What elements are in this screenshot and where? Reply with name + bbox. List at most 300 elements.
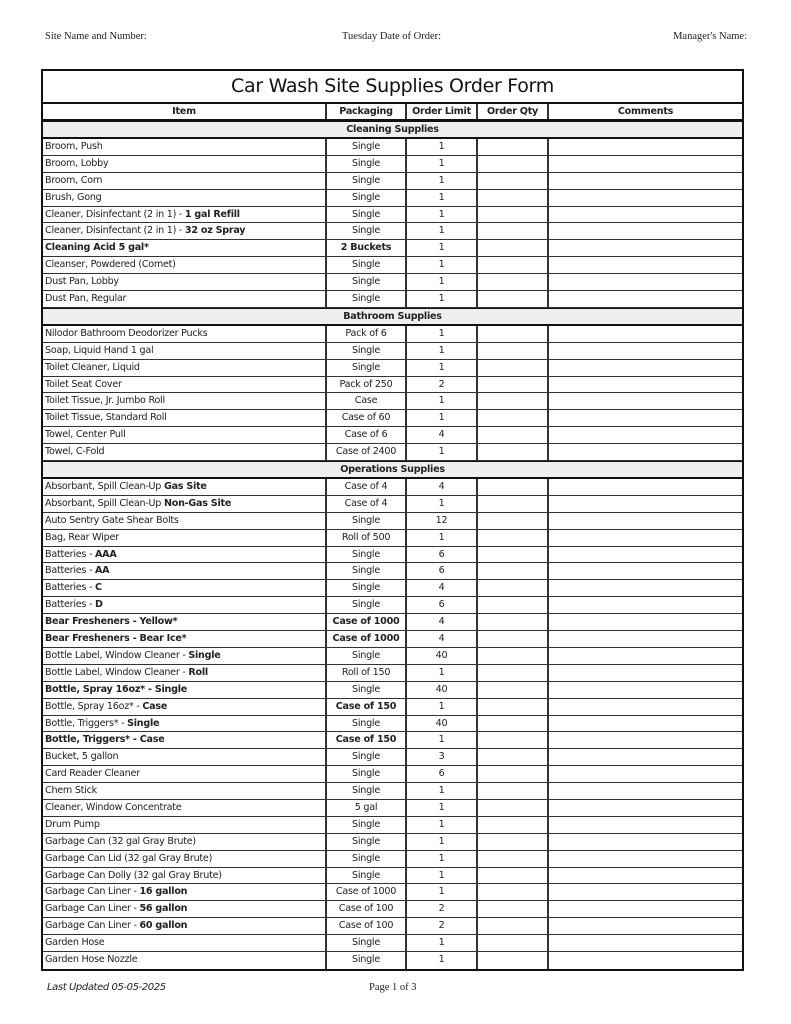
table-row: [43, 716, 742, 733]
comments-field[interactable]: [549, 360, 742, 376]
table-row: [43, 360, 742, 377]
item-cell: [43, 377, 327, 393]
item-cell: [43, 139, 327, 155]
order-limit-cell: 1: [407, 410, 478, 426]
item-name: Auto Sentry Gate Shear Bolts: [45, 514, 179, 526]
order-qty-field[interactable]: [478, 547, 549, 563]
item-cell: [43, 935, 327, 951]
packaging-cell: Single: [327, 291, 407, 307]
table-row: [43, 901, 742, 918]
packaging-cell: Single: [327, 682, 407, 698]
order-limit-cell: 1: [407, 783, 478, 799]
item-name-emphasis: 1 gal Refill: [184, 208, 240, 220]
packaging-cell: Case of 100: [327, 918, 407, 934]
order-limit-cell: 2: [407, 377, 478, 393]
comments-field[interactable]: [549, 952, 742, 969]
table-row: [43, 496, 742, 513]
order-qty-field[interactable]: [478, 918, 549, 934]
item-name: Bottle Label, Window Cleaner -: [45, 649, 189, 661]
comments-field[interactable]: [549, 563, 742, 579]
order-limit-cell: 1: [407, 530, 478, 546]
packaging-cell: Single: [327, 563, 407, 579]
item-name-emphasis: 32 oz Spray: [184, 225, 246, 237]
item-cell: [43, 597, 327, 613]
item-name: Absorbant, Spill Clean-Up: [45, 497, 164, 509]
packaging-cell: Case of 4: [327, 479, 407, 495]
order-limit-cell: 1: [407, 156, 478, 172]
comments-field[interactable]: [549, 139, 742, 155]
packaging-cell: Case of 1000: [327, 884, 407, 900]
order-qty-field[interactable]: [478, 223, 549, 239]
order-qty-field[interactable]: [478, 496, 549, 512]
comments-field[interactable]: [549, 444, 742, 460]
packaging-cell: Single: [327, 173, 407, 189]
comments-field[interactable]: [549, 732, 742, 748]
comments-field[interactable]: [549, 547, 742, 563]
order-qty-field[interactable]: [478, 291, 549, 307]
table-row: [43, 444, 742, 461]
order-limit-cell: 1: [407, 190, 478, 206]
item-cell: [43, 783, 327, 799]
packaging-cell: Single: [327, 580, 407, 596]
item-name: Chem Stick: [45, 785, 97, 797]
packaging-cell: Roll of 500: [327, 530, 407, 546]
section-header: Cleaning Supplies: [43, 121, 742, 139]
table-row: [43, 597, 742, 614]
item-name: Broom, Push: [45, 141, 103, 152]
order-limit-cell: 6: [407, 597, 478, 613]
packaging-cell: Single: [327, 648, 407, 664]
table-row: [43, 326, 742, 343]
order-limit-cell: 1: [407, 868, 478, 884]
order-limit-cell: 6: [407, 766, 478, 782]
order-limit-cell: 6: [407, 563, 478, 579]
comments-field[interactable]: [549, 851, 742, 867]
item-cell: [43, 513, 327, 529]
item-name: Cleaning Acid 5 gal*: [45, 242, 149, 254]
order-qty-field[interactable]: [478, 343, 549, 359]
comments-field[interactable]: [549, 513, 742, 529]
item-cell: [43, 749, 327, 765]
order-limit-cell: 1: [407, 935, 478, 951]
order-qty-field[interactable]: [478, 427, 549, 443]
comments-field[interactable]: [549, 800, 742, 816]
column-header-item: Item: [43, 104, 327, 119]
item-name: Bottle, Triggers* -: [45, 717, 128, 729]
item-cell: [43, 156, 327, 172]
item-name: Bear Fresheners - Bear Ice*: [45, 633, 187, 645]
item-cell: [43, 393, 327, 409]
packaging-cell: Case of 1000: [327, 614, 407, 630]
order-limit-cell: 1: [407, 393, 478, 409]
order-limit-cell: 1: [407, 343, 478, 359]
packaging-cell: Pack of 250: [327, 377, 407, 393]
table-row: [43, 918, 742, 935]
order-qty-field[interactable]: [478, 190, 549, 206]
item-cell: [43, 631, 327, 647]
order-qty-field[interactable]: [478, 530, 549, 546]
order-limit-cell: 1: [407, 444, 478, 460]
order-qty-field[interactable]: [478, 580, 549, 596]
order-qty-field[interactable]: [478, 783, 549, 799]
item-cell: [43, 410, 327, 426]
item-name: Toilet Tissue, Jr. Jumbo Roll: [45, 395, 165, 407]
order-qty-field[interactable]: [478, 156, 549, 172]
comments-field[interactable]: [549, 393, 742, 409]
comments-field[interactable]: [549, 935, 742, 951]
comments-field[interactable]: [549, 884, 742, 900]
item-name-emphasis: 60 gallon: [139, 920, 188, 932]
item-cell: [43, 682, 327, 698]
order-limit-cell: 1: [407, 274, 478, 290]
order-limit-cell: 6: [407, 547, 478, 563]
packaging-cell: Single: [327, 783, 407, 799]
comments-field[interactable]: [549, 665, 742, 681]
table-row: [43, 291, 742, 308]
section-header: Bathroom Supplies: [43, 308, 742, 326]
item-cell: [43, 868, 327, 884]
item-name: Nilodor Bathroom Deodorizer Pucks: [45, 327, 208, 339]
order-form-table: [41, 69, 744, 971]
item-cell: [43, 360, 327, 376]
order-qty-field[interactable]: [478, 800, 549, 816]
packaging-cell: Single: [327, 274, 407, 290]
order-qty-field[interactable]: [478, 360, 549, 376]
comments-field[interactable]: [549, 257, 742, 273]
item-cell: [43, 496, 327, 512]
comments-field[interactable]: [549, 682, 742, 698]
table-row: [43, 207, 742, 224]
item-cell: [43, 257, 327, 273]
packaging-cell: Single: [327, 935, 407, 951]
table-row: [43, 614, 742, 631]
table-row: [43, 530, 742, 547]
order-limit-cell: 1: [407, 851, 478, 867]
order-qty-field[interactable]: [478, 479, 549, 495]
item-name: Toilet Seat Cover: [45, 378, 122, 390]
packaging-cell: Case of 2400: [327, 444, 407, 460]
table-row: [43, 393, 742, 410]
table-row: [43, 834, 742, 851]
table-row: [43, 699, 742, 716]
item-name: Garden Hose Nozzle: [45, 953, 138, 965]
item-name: Garbage Can Liner -: [45, 886, 140, 898]
order-qty-field[interactable]: [478, 699, 549, 715]
table-row: [43, 410, 742, 427]
order-qty-field[interactable]: [478, 716, 549, 732]
comments-field[interactable]: [549, 377, 742, 393]
item-name: Batteries -: [45, 565, 95, 577]
order-qty-field[interactable]: [478, 240, 549, 256]
packaging-cell: Case of 6: [327, 427, 407, 443]
comments-field[interactable]: [549, 156, 742, 172]
packaging-cell: Roll of 150: [327, 665, 407, 681]
last-updated-note: Last Updated 05-05-2025: [47, 982, 166, 993]
table-row: [43, 732, 742, 749]
packaging-cell: Single: [327, 547, 407, 563]
comments-field[interactable]: [549, 580, 742, 596]
order-qty-field[interactable]: [478, 410, 549, 426]
order-qty-field[interactable]: [478, 513, 549, 529]
order-limit-cell: 1: [407, 139, 478, 155]
order-qty-field[interactable]: [478, 139, 549, 155]
item-cell: [43, 766, 327, 782]
comments-field[interactable]: [549, 173, 742, 189]
comments-field[interactable]: [549, 597, 742, 613]
order-limit-cell: 1: [407, 665, 478, 681]
packaging-cell: Single: [327, 257, 407, 273]
item-name-emphasis: D: [94, 599, 103, 611]
item-name: Towel, C-Fold: [45, 446, 105, 458]
table-row: [43, 563, 742, 580]
comments-field[interactable]: [549, 427, 742, 443]
comments-field[interactable]: [549, 410, 742, 426]
table-row: [43, 817, 742, 834]
table-row: [43, 547, 742, 564]
table-row: [43, 343, 742, 360]
manager-name-label: Manager's Name:: [673, 31, 747, 42]
item-name: Brush, Gong: [45, 191, 102, 203]
table-row: [43, 156, 742, 173]
item-cell: [43, 648, 327, 664]
order-qty-field[interactable]: [478, 901, 549, 917]
table-row: [43, 800, 742, 817]
table-row: [43, 223, 742, 240]
comments-field[interactable]: [549, 530, 742, 546]
packaging-cell: Single: [327, 190, 407, 206]
table-row: [43, 377, 742, 394]
comments-field[interactable]: [549, 207, 742, 223]
order-qty-field[interactable]: [478, 614, 549, 630]
comments-field[interactable]: [549, 190, 742, 206]
packaging-cell: Case of 4: [327, 496, 407, 512]
order-qty-field[interactable]: [478, 935, 549, 951]
item-cell: [43, 884, 327, 900]
comments-field[interactable]: [549, 783, 742, 799]
order-qty-field[interactable]: [478, 274, 549, 290]
item-cell: [43, 851, 327, 867]
item-cell: [43, 901, 327, 917]
item-name-emphasis: 56 gallon: [139, 903, 188, 915]
item-name: Garbage Can (32 gal Gray Brute): [45, 835, 196, 847]
packaging-cell: Case of 150: [327, 732, 407, 748]
item-cell: [43, 563, 327, 579]
comments-field[interactable]: [549, 834, 742, 850]
table-row: [43, 766, 742, 783]
item-name-emphasis: AA: [94, 565, 110, 577]
item-cell: [43, 699, 327, 715]
comments-field[interactable]: [549, 291, 742, 307]
order-qty-field[interactable]: [478, 597, 549, 613]
packaging-cell: Single: [327, 207, 407, 223]
item-name-emphasis: Non-Gas Site: [163, 497, 232, 509]
item-name: Dust Pan, Regular: [45, 293, 127, 305]
comments-field[interactable]: [549, 343, 742, 359]
order-qty-field[interactable]: [478, 817, 549, 833]
item-cell: [43, 207, 327, 223]
packaging-cell: Single: [327, 156, 407, 172]
item-name: Garbage Can Liner -: [45, 903, 140, 915]
item-cell: [43, 326, 327, 342]
comments-field[interactable]: [549, 901, 742, 917]
item-cell: [43, 918, 327, 934]
order-qty-field[interactable]: [478, 952, 549, 969]
table-row: [43, 884, 742, 901]
order-qty-field[interactable]: [478, 257, 549, 273]
table-row: [43, 240, 742, 257]
packaging-cell: Single: [327, 360, 407, 376]
order-limit-cell: 40: [407, 682, 478, 698]
order-qty-field[interactable]: [478, 732, 549, 748]
order-limit-cell: 1: [407, 732, 478, 748]
order-qty-field[interactable]: [478, 326, 549, 342]
order-limit-cell: 1: [407, 223, 478, 239]
item-cell: [43, 665, 327, 681]
item-cell: [43, 190, 327, 206]
column-header-order-qty: Order Qty: [478, 104, 549, 119]
comments-field[interactable]: [549, 749, 742, 765]
item-name: Bag, Rear Wiper: [45, 531, 119, 543]
packaging-cell: Single: [327, 716, 407, 732]
order-limit-cell: 1: [407, 207, 478, 223]
order-qty-field[interactable]: [478, 377, 549, 393]
packaging-cell: Single: [327, 223, 407, 239]
comments-field[interactable]: [549, 479, 742, 495]
order-qty-field[interactable]: [478, 665, 549, 681]
item-name: Drum Pump: [45, 818, 100, 830]
table-row: [43, 665, 742, 682]
order-qty-field[interactable]: [478, 648, 549, 664]
column-header-comments: Comments: [617, 106, 674, 117]
site-name-label: Site Name and Number:: [45, 31, 147, 42]
order-qty-field[interactable]: [478, 834, 549, 850]
table-row: [43, 173, 742, 190]
item-name: Toilet Cleaner, Liquid: [45, 361, 140, 373]
comments-field[interactable]: [549, 240, 742, 256]
packaging-cell: Case: [327, 393, 407, 409]
order-limit-cell: 1: [407, 834, 478, 850]
comments-field[interactable]: [549, 274, 742, 290]
packaging-cell: Single: [327, 597, 407, 613]
order-date-label: Tuesday Date of Order:: [342, 31, 442, 42]
comments-field[interactable]: [549, 223, 742, 239]
item-cell: [43, 479, 327, 495]
item-cell: [43, 530, 327, 546]
table-row: [43, 427, 742, 444]
item-cell: [43, 732, 327, 748]
packaging-cell: Single: [327, 817, 407, 833]
comments-field[interactable]: [549, 496, 742, 512]
item-name: Garbage Can Liner -: [45, 920, 140, 932]
packaging-cell: Case of 150: [327, 699, 407, 715]
comments-field[interactable]: [549, 868, 742, 884]
packaging-cell: Single: [327, 749, 407, 765]
packaging-cell: Single: [327, 952, 407, 969]
order-qty-field[interactable]: [478, 393, 549, 409]
comments-field[interactable]: [549, 918, 742, 934]
item-cell: [43, 343, 327, 359]
item-name: Garbage Can Lid (32 gal Gray Brute): [45, 852, 213, 864]
item-name: Bear Fresheners - Yellow*: [45, 616, 178, 628]
order-limit-cell: 1: [407, 884, 478, 900]
table-row: [43, 749, 742, 766]
item-name: Towel, Center Pull: [45, 429, 126, 441]
item-name: Cleaner, Disinfectant (2 in 1) -: [45, 208, 185, 220]
table-row: [43, 479, 742, 496]
item-name-emphasis: AAA: [94, 548, 117, 560]
packaging-cell: Single: [327, 868, 407, 884]
packaging-cell: Single: [327, 343, 407, 359]
table-row: [43, 274, 742, 291]
item-name-emphasis: Single: [127, 717, 160, 729]
item-name: Batteries -: [45, 548, 95, 560]
comments-field[interactable]: [549, 766, 742, 782]
item-name-emphasis: Gas Site: [163, 481, 207, 493]
order-qty-field[interactable]: [478, 766, 549, 782]
item-cell: [43, 444, 327, 460]
item-name: Batteries -: [45, 599, 95, 611]
order-qty-field[interactable]: [478, 563, 549, 579]
item-name: Dust Pan, Lobby: [45, 276, 119, 288]
item-name-emphasis: C: [94, 582, 102, 594]
packaging-cell: Single: [327, 139, 407, 155]
item-name: Cleaner, Window Concentrate: [45, 801, 182, 813]
order-qty-field[interactable]: [478, 207, 549, 223]
column-header-row: [43, 104, 742, 121]
table-row: [43, 851, 742, 868]
item-name-emphasis: Roll: [188, 666, 208, 678]
order-qty-field[interactable]: [478, 884, 549, 900]
packaging-cell: Case of 60: [327, 410, 407, 426]
comments-field[interactable]: [549, 817, 742, 833]
comments-field[interactable]: [549, 631, 742, 647]
item-name: Cleanser, Powdered (Comet): [45, 259, 176, 271]
table-row: [43, 682, 742, 699]
order-limit-cell: 40: [407, 648, 478, 664]
comments-field[interactable]: [549, 716, 742, 732]
item-name: Garbage Can Dolly (32 gal Gray Brute): [45, 869, 222, 881]
item-name: Soap, Liquid Hand 1 gal: [45, 344, 154, 356]
table-row: [43, 513, 742, 530]
comments-field[interactable]: [549, 699, 742, 715]
item-cell: [43, 291, 327, 307]
order-qty-field[interactable]: [478, 749, 549, 765]
order-qty-field[interactable]: [478, 173, 549, 189]
order-limit-cell: 3: [407, 749, 478, 765]
order-qty-field[interactable]: [478, 868, 549, 884]
comments-field[interactable]: [549, 326, 742, 342]
item-name: Bucket, 5 gallon: [45, 751, 119, 763]
order-limit-cell: 1: [407, 699, 478, 715]
order-limit-cell: 1: [407, 173, 478, 189]
order-limit-cell: 4: [407, 631, 478, 647]
item-name-emphasis: 16 gallon: [139, 886, 188, 898]
item-name: Card Reader Cleaner: [45, 768, 140, 780]
order-qty-field[interactable]: [478, 682, 549, 698]
form-title: Car Wash Site Supplies Order Form: [43, 71, 742, 104]
order-qty-field[interactable]: [478, 851, 549, 867]
order-limit-cell: 2: [407, 918, 478, 934]
order-qty-field[interactable]: [478, 631, 549, 647]
order-qty-field[interactable]: [478, 444, 549, 460]
item-name: Bottle, Spray 16oz* - Single: [45, 683, 188, 695]
item-cell: [43, 173, 327, 189]
comments-field[interactable]: [549, 614, 742, 630]
item-name: Bottle Label, Window Cleaner -: [45, 666, 189, 678]
order-limit-cell: 4: [407, 479, 478, 495]
comments-field[interactable]: [549, 648, 742, 664]
order-limit-cell: 2: [407, 901, 478, 917]
